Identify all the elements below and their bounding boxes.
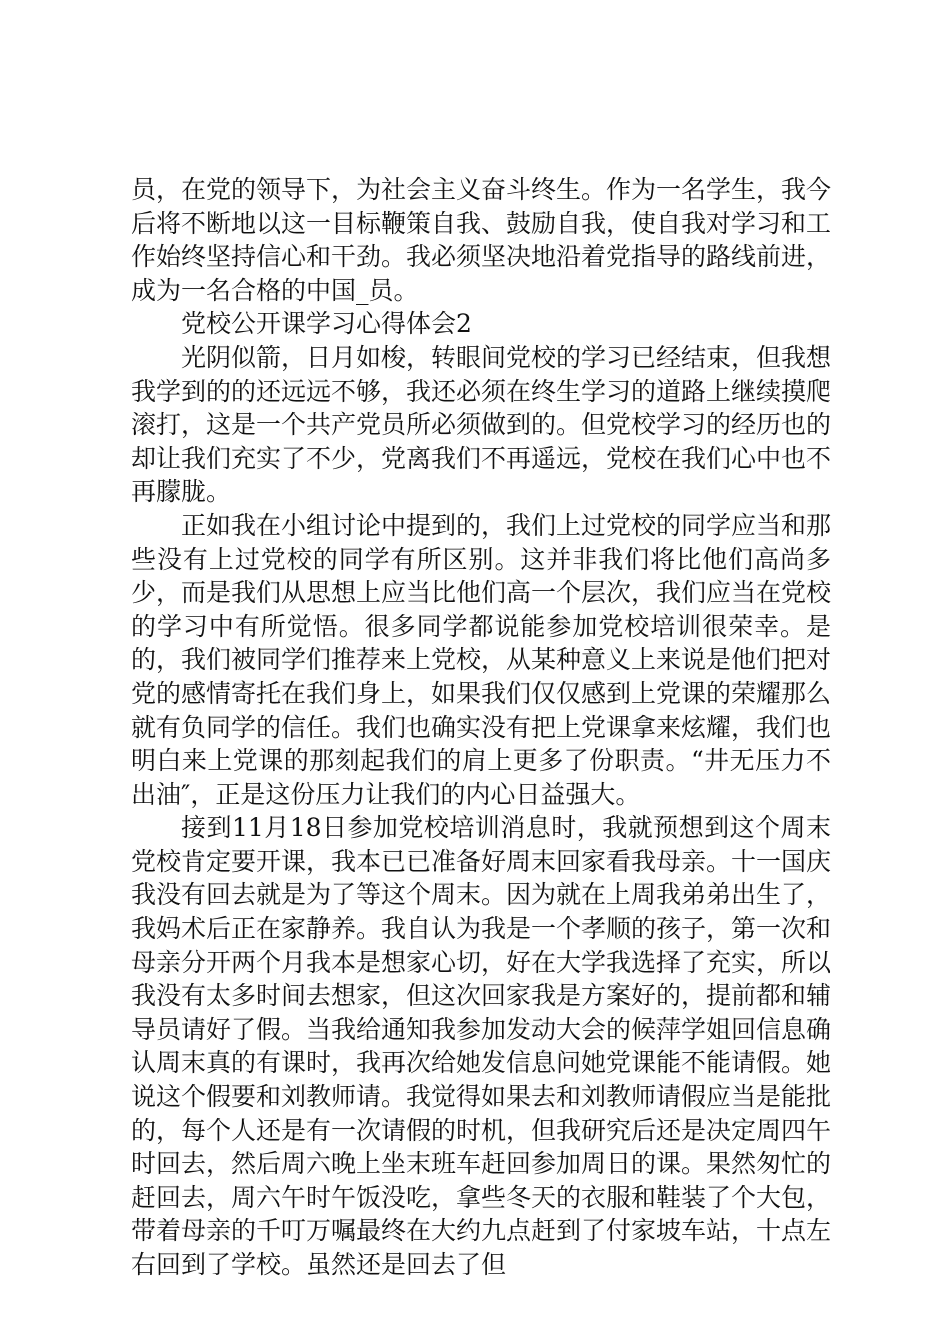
paragraph: 光阴似箭，日月如梭，转眼间党校的学习已经结束，但我想我学到的的还远远不够，我还必须在终生学习的道路上继续摸爬滚打，这是一个共产党员所必须做到的。但党校学习的经历也的却让我们充实了不少，党离我们不再遥远，党校在我们心中也不再朦胧。: [131, 342, 832, 507]
paragraph: 正如我在小组讨论中提到的，我们上过党校的同学应当和那些没有上过党校的同学有所区别。这并非我们将比他们高尚多少，而是我们从思想上应当比他们高一个层次，我们应当在党校的学习中有所觉悟。很多同学都说能参加党校培训很荣幸。是的，我们被同学们推荐来上党校，从某种意义上来说是他们把对党的感情寄托在我们身上，如果我们仅仅感到上党课的荣耀那么就有负同学的信任。我们也确实没有把上党课拿来炫耀，我们也明白来上党课的那刻起我们的肩上更多了份职责。“井无压力不出油″，正是这份压力让我们的内心日益强大。: [131, 510, 832, 809]
section-heading: 党校公开课学习心得体会2: [181, 309, 472, 339]
document-body: [131, 173, 831, 1282]
paragraph-continuation: 员，在党的领导下，为社会主义奋斗终生。作为一名学生，我今后将不断地以这一目标鞭策自我、鼓励自我，使自我对学习和工作始终坚持信心和干劲。我必须坚决地沿着党指导的路线前进，成为一名合格的中国_员。: [131, 175, 832, 305]
paragraph: 接到11月18日参加党校培训消息时，我就预想到这个周末党校肯定要开课，我本已已准备好周末回家看我母亲。十一国庆我没有回去就是为了等这个周末。因为就在上周我弟弟出生了，我妈术后正在家静养。我自认为我是一个孝顺的孩子，第一次和母亲分开两个月我本是想家心切，好在大学我选择了充实，所以我没有太多时间去想家，但这次回家我是方案好的，提前都和辅导员请好了假。当我给通知我参加发动大会的候萍学姐回信息确认周末真的有课时，我再次给她发信息问她党课能不能请假。她说这个假要和刘教师请。我觉得如果去和刘教师请假应当是能批的，每个人还是有一次请假的时机，但我研究后还是决定周四午时回去，然后周六晚上坐末班车赶回参加周日的课。果然匆忙的赶回去，周六午时午饭没吃，拿些冬天的衣服和鞋装了个大包，带着母亲的千叮万嘱最终在大约九点赶到了付家坡车站，十点左右回到了学校。虽然还是回去了但: [131, 813, 832, 1279]
